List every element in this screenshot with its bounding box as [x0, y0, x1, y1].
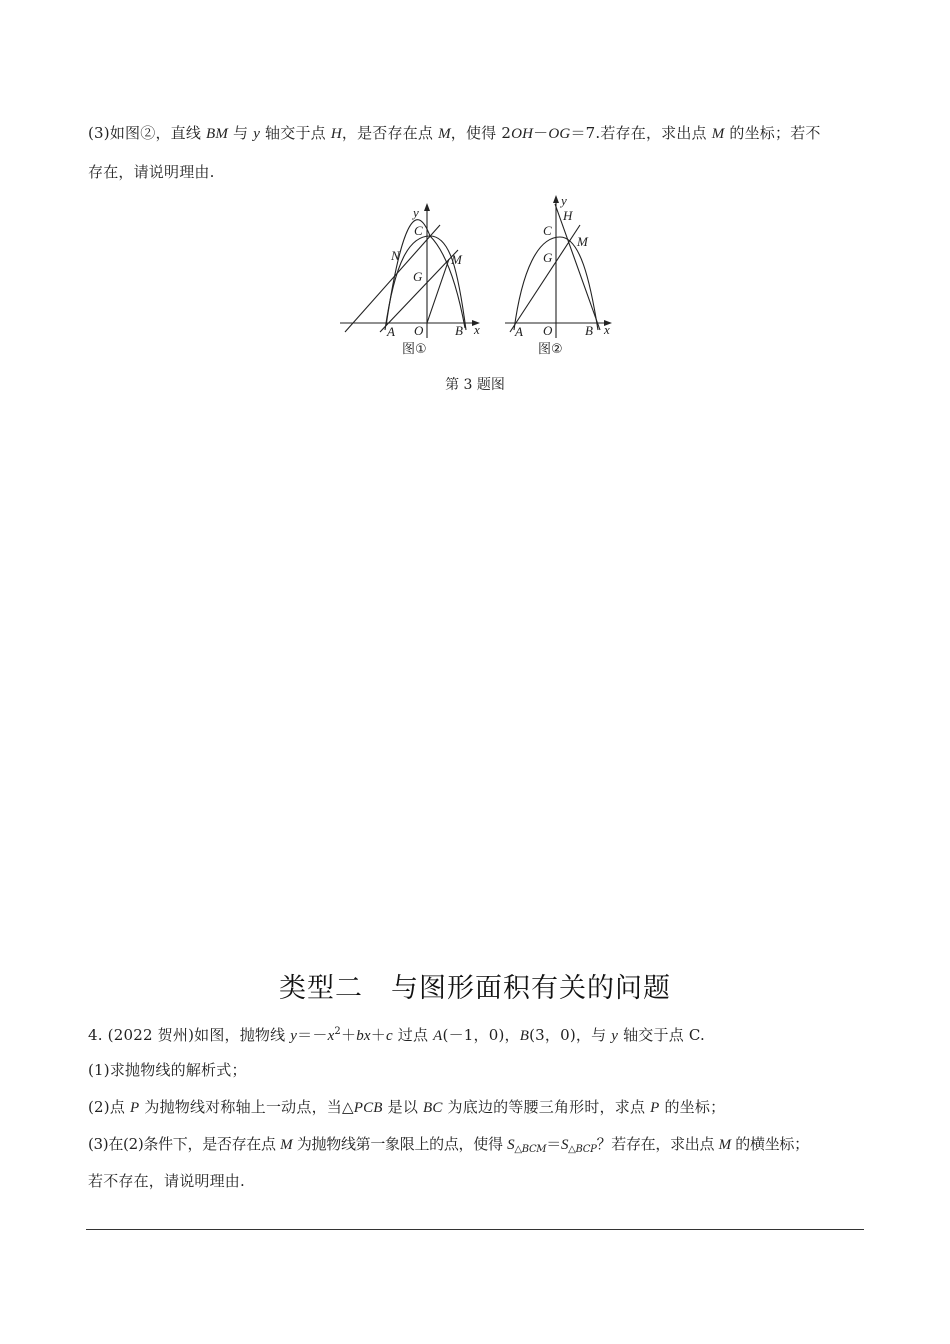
text: 4. (2022 贺州)如图，抛物线: [88, 1026, 291, 1044]
figure-caption: 第 3 题图: [445, 377, 505, 393]
question3-part3-line2: 存在，请说明理由.: [88, 163, 215, 181]
text: ＝7.若存在，求出点: [570, 124, 712, 142]
math-m: M: [711, 126, 725, 142]
text: (3)在(2)条件下，是否存在点: [88, 1135, 281, 1153]
subscript-bcm: △BCM: [514, 1144, 547, 1155]
section-title: 类型二 与图形面积有关的问题: [279, 973, 671, 1004]
question4-part3-line2: 若不存在，请说明理由.: [88, 1172, 245, 1190]
question4-part2: [88, 1097, 725, 1118]
question4-stem: [88, 1022, 705, 1046]
label-c: C: [414, 223, 423, 238]
math-x: x: [327, 1028, 335, 1044]
line-nc: [345, 225, 440, 332]
label-x: x: [604, 322, 610, 337]
line-om: [427, 259, 449, 323]
math-m: M: [280, 1137, 293, 1153]
math-s: S: [560, 1137, 569, 1153]
text: 的横坐标；: [730, 1135, 809, 1153]
label-y: y: [413, 205, 419, 220]
math-y: y: [290, 1028, 298, 1044]
math-y: y: [253, 126, 261, 142]
figure-1: [340, 203, 480, 338]
text: －: [533, 124, 549, 142]
math-bx: bx: [356, 1028, 371, 1044]
footer-divider: [86, 1229, 864, 1230]
text: 轴交于点 C.: [618, 1026, 705, 1044]
text: 为底边的等腰三角形时，求点: [442, 1098, 651, 1116]
question4-part1: (1)求抛物线的解析式；: [88, 1061, 247, 1079]
text: 的坐标；: [659, 1098, 726, 1116]
line-hb: [555, 204, 600, 330]
label-x: x: [474, 322, 480, 337]
math-oh: OH: [511, 126, 534, 142]
label-c: C: [543, 223, 552, 238]
text: 为抛物线对称轴上一动点，当△: [139, 1098, 354, 1116]
math-pcb: PCB: [353, 1100, 383, 1116]
text: 的坐标；若不: [724, 124, 821, 142]
text: ＝: [546, 1135, 561, 1153]
figure-2-label: 图②: [538, 342, 563, 357]
label-g: G: [543, 250, 553, 265]
figure-1-labels: [386, 205, 480, 357]
text: 是以: [382, 1098, 423, 1116]
text: ，是否存在点: [341, 124, 439, 142]
label-m: M: [451, 252, 462, 267]
math-p: P: [650, 1100, 660, 1116]
label-m: M: [577, 234, 588, 249]
math-a: A: [433, 1028, 443, 1044]
math-m: M: [718, 1137, 731, 1153]
text: (－1，0)，: [442, 1026, 520, 1044]
text: 与: [228, 124, 254, 142]
math-og: OG: [548, 126, 571, 142]
math-c: c: [385, 1028, 393, 1044]
label-b: B: [455, 323, 463, 338]
label-n: N: [391, 248, 400, 263]
figure-1-label: 图①: [402, 342, 427, 357]
text: (2)点: [88, 1098, 131, 1116]
label-o: O: [414, 323, 424, 338]
label-a: A: [387, 324, 395, 339]
label-g: G: [413, 269, 423, 284]
exponent: 2: [334, 1026, 341, 1037]
math-y: y: [611, 1028, 619, 1044]
line-agm: [510, 225, 580, 332]
text: ，使得 2: [450, 124, 512, 142]
text: 过点: [392, 1026, 434, 1044]
label-o: O: [543, 323, 553, 338]
math-h: H: [330, 126, 342, 142]
y-axis-arrow-icon: [424, 203, 430, 211]
text: 为抛物线第一象限上的点，使得: [292, 1135, 508, 1153]
subscript-bcp: △BCP: [568, 1144, 597, 1155]
math-bm: BM: [206, 126, 229, 142]
figure-3-diagrams: [0, 0, 950, 380]
y-axis-arrow-icon: [553, 195, 559, 203]
text: 轴交于点: [260, 124, 331, 142]
math-b: B: [519, 1028, 530, 1044]
question4-part3: [88, 1134, 809, 1160]
text: ＋: [370, 1026, 386, 1044]
figure-2: [505, 195, 612, 338]
text: ＋: [340, 1026, 357, 1044]
text: (3，0)，与: [529, 1026, 612, 1044]
math-s: S: [507, 1137, 515, 1153]
text: ＝－: [297, 1026, 328, 1044]
label-b: B: [585, 323, 593, 338]
math-bc: BC: [423, 1100, 443, 1116]
label-a: A: [515, 324, 523, 339]
label-y: y: [561, 193, 567, 208]
figure-2-labels: [514, 193, 610, 357]
text: ？若存在，求出点: [596, 1135, 719, 1153]
math-m: M: [438, 126, 451, 142]
parabola-left: [386, 220, 430, 326]
text: (3)如图②，直线: [88, 124, 207, 142]
label-h: H: [563, 208, 573, 223]
math-p: P: [130, 1100, 140, 1116]
